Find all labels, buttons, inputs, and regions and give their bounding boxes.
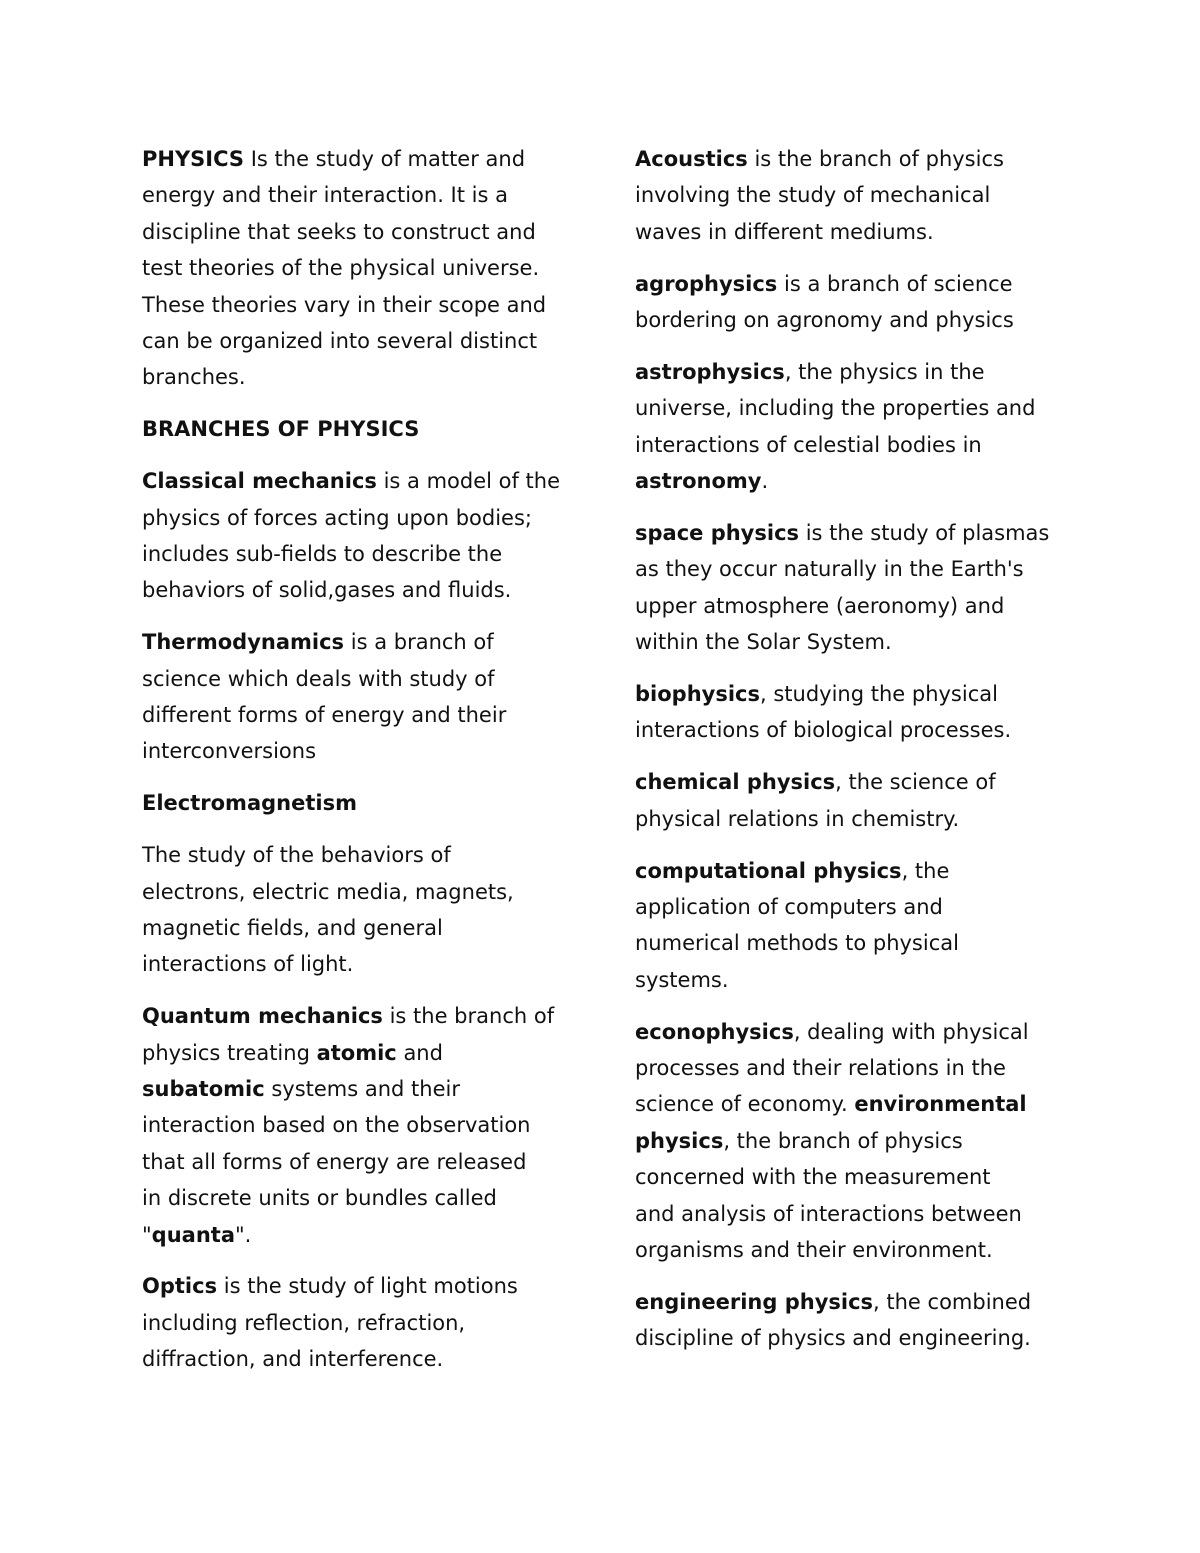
bold-term: engineering physics [635, 1289, 874, 1314]
text-line [142, 177, 582, 213]
text-line [635, 1086, 1075, 1122]
text-run: energy and their interaction. It is a [142, 183, 508, 208]
text-run: is a model of the [376, 469, 561, 494]
text-line [635, 925, 1075, 961]
text-run: physics treating [142, 1040, 317, 1065]
text-run: electrons, electric media, magnets, [142, 879, 514, 904]
text-run: within the Solar System. [635, 630, 892, 655]
text-line [142, 661, 582, 697]
engineering-physics-paragraph [635, 1284, 1075, 1357]
text-run: , studying the physical [759, 682, 998, 707]
classical-mechanics-paragraph [142, 463, 582, 609]
text-line [142, 411, 582, 447]
bold-term: subatomic [142, 1076, 265, 1101]
text-run: is the branch of [382, 1004, 555, 1029]
text-run: includes sub-fields to describe the [142, 541, 503, 566]
acoustics-paragraph [635, 141, 1075, 250]
text-line [635, 551, 1075, 587]
text-run: science of economy. [635, 1092, 855, 1117]
text-run: , the branch of physics [723, 1128, 963, 1153]
bold-term: astronomy [635, 469, 762, 494]
text-line [142, 1217, 582, 1253]
text-run: The study of the behaviors of [142, 843, 451, 868]
text-run: universe, including the properties and [635, 396, 1036, 421]
electromagnetism-heading [142, 785, 582, 821]
text-run: is a branch of [344, 630, 494, 655]
text-line [635, 177, 1075, 213]
text-run: interconversions [142, 739, 317, 764]
text-line [142, 998, 582, 1034]
text-run: is the study of light motions [217, 1274, 518, 1299]
text-run: interactions of light. [142, 952, 354, 977]
text-run: and analysis of interactions between [635, 1201, 1022, 1226]
text-line [635, 1050, 1075, 1086]
bold-term: physics [635, 1128, 724, 1153]
text-line [635, 1014, 1075, 1050]
text-run: application of computers and [635, 895, 943, 920]
text-line [142, 874, 582, 910]
text-line [635, 354, 1075, 390]
intro-paragraph [142, 141, 582, 396]
text-run: discipline of physics and engineering. [635, 1326, 1031, 1351]
text-run: different forms of energy and their [142, 702, 507, 727]
chemical-physics-paragraph [635, 764, 1075, 837]
text-run: branches. [142, 365, 246, 390]
text-run: organisms and their environment. [635, 1238, 993, 1263]
text-run: " [142, 1222, 152, 1247]
biophysics-paragraph [635, 676, 1075, 749]
text-run: concerned with the measurement [635, 1165, 991, 1190]
text-line [635, 889, 1075, 925]
text-line [142, 359, 582, 395]
bold-term: PHYSICS [142, 147, 245, 171]
text-line [635, 764, 1075, 800]
bold-term: chemical physics [635, 770, 836, 795]
text-line [635, 1232, 1075, 1268]
text-run: in discrete units or bundles called [142, 1186, 497, 1211]
text-line [635, 676, 1075, 712]
bold-term: Classical mechanics [142, 469, 377, 494]
text-line [635, 801, 1075, 837]
text-run: including reflection, refraction, [142, 1310, 466, 1335]
text-line [142, 910, 582, 946]
text-run: waves in different mediums. [635, 219, 934, 244]
text-line [635, 214, 1075, 250]
text-line [635, 515, 1075, 551]
text-run: can be organized into several distinct [142, 328, 538, 353]
text-run: , the physics in the [784, 359, 985, 384]
text-run: systems and their [264, 1076, 460, 1101]
text-run: discipline that seeks to construct and [142, 219, 536, 244]
text-line [142, 287, 582, 323]
text-line [635, 390, 1075, 426]
bold-term: Acoustics [635, 147, 748, 171]
text-line [142, 1071, 582, 1107]
text-line [142, 785, 582, 821]
bold-term: astrophysics [635, 359, 785, 384]
text-run: interactions of biological processes. [635, 718, 1012, 743]
space-physics-paragraph [635, 515, 1075, 661]
text-line [635, 141, 1075, 177]
text-run: , dealing with physical [793, 1019, 1029, 1044]
text-line [635, 588, 1075, 624]
text-run: magnetic fields, and general [142, 915, 443, 940]
text-line [142, 837, 582, 873]
text-line [142, 946, 582, 982]
text-run: science which deals with study of [142, 666, 495, 691]
text-run: , the science of [835, 770, 996, 795]
text-line [142, 733, 582, 769]
text-line [142, 1144, 582, 1180]
text-line [635, 463, 1075, 499]
text-line [635, 1284, 1075, 1320]
text-line [635, 427, 1075, 463]
text-run: is a branch of science [777, 271, 1013, 296]
text-run: physics of forces acting upon bodies; [142, 505, 532, 530]
text-line [142, 1107, 582, 1143]
branches-heading [142, 411, 582, 447]
text-run: processes and their relations in the [635, 1056, 1006, 1081]
text-line [142, 1268, 582, 1304]
bold-term: econophysics [635, 1019, 794, 1044]
quantum-mechanics-paragraph [142, 998, 582, 1253]
text-run: , the [901, 858, 950, 883]
text-run: as they occur naturally in the Earth's [635, 557, 1024, 582]
text-line [635, 624, 1075, 660]
text-line [635, 1123, 1075, 1159]
agrophysics-paragraph [635, 266, 1075, 339]
bold-term: BRANCHES OF PHYSICS [142, 417, 420, 442]
right-column [635, 141, 1075, 1372]
bold-term: Quantum mechanics [142, 1004, 383, 1029]
bold-term: biophysics [635, 682, 760, 707]
text-line [142, 250, 582, 286]
astrophysics-paragraph [635, 354, 1075, 500]
text-run: diffraction, and interference. [142, 1347, 444, 1372]
text-run: . [761, 469, 769, 494]
text-run: ". [235, 1222, 252, 1247]
text-run: physical relations in chemistry. [635, 806, 960, 831]
text-run: Is the study of matter and [244, 147, 526, 171]
bold-term: computational physics [635, 858, 902, 883]
text-line [635, 853, 1075, 889]
text-line [142, 1180, 582, 1216]
text-line [142, 214, 582, 250]
text-run: is the branch of physics [747, 147, 1004, 171]
text-run: interaction based on the observation [142, 1113, 531, 1138]
text-line [142, 141, 582, 177]
text-line [635, 302, 1075, 338]
text-line [635, 712, 1075, 748]
text-line [635, 1320, 1075, 1356]
text-line [142, 536, 582, 572]
text-line [142, 1341, 582, 1377]
text-run: that all forms of energy are released [142, 1149, 527, 1174]
text-line [635, 1159, 1075, 1195]
text-line [635, 1196, 1075, 1232]
text-run: interactions of celestial bodies in [635, 432, 982, 457]
thermodynamics-paragraph [142, 624, 582, 770]
text-line [142, 323, 582, 359]
optics-paragraph [142, 1268, 582, 1377]
text-run: systems. [635, 967, 729, 992]
bold-term: agrophysics [635, 271, 778, 296]
bold-term: environmental [854, 1092, 1027, 1117]
text-run: and [396, 1040, 443, 1065]
bold-term: quanta [151, 1222, 235, 1247]
bold-term: Thermodynamics [142, 630, 345, 655]
bold-term: Electromagnetism [142, 791, 357, 816]
computational-physics-paragraph [635, 853, 1075, 999]
text-line [142, 624, 582, 660]
text-line [142, 500, 582, 536]
text-line [142, 572, 582, 608]
electromagnetism-paragraph [142, 837, 582, 983]
text-line [635, 266, 1075, 302]
text-run: test theories of the physical universe. [142, 256, 540, 281]
text-line [142, 1305, 582, 1341]
left-column [142, 141, 582, 1393]
text-line [635, 962, 1075, 998]
text-run: involving the study of mechanical [635, 183, 991, 208]
text-run: behaviors of solid,gases and fluids. [142, 578, 512, 603]
text-run: bordering on agronomy and physics [635, 308, 1014, 333]
text-run: numerical methods to physical [635, 931, 959, 956]
bold-term: atomic [316, 1040, 397, 1065]
text-run: is the study of plasmas [799, 521, 1050, 546]
bold-term: space physics [635, 521, 800, 546]
text-line [142, 697, 582, 733]
text-line [142, 463, 582, 499]
text-run: , the combined [873, 1289, 1032, 1314]
text-run: upper atmosphere (aeronomy) and [635, 593, 1005, 618]
text-run: These theories vary in their scope and [142, 292, 547, 317]
bold-term: Optics [142, 1274, 218, 1299]
econophysics-paragraph [635, 1014, 1075, 1269]
text-line [142, 1035, 582, 1071]
